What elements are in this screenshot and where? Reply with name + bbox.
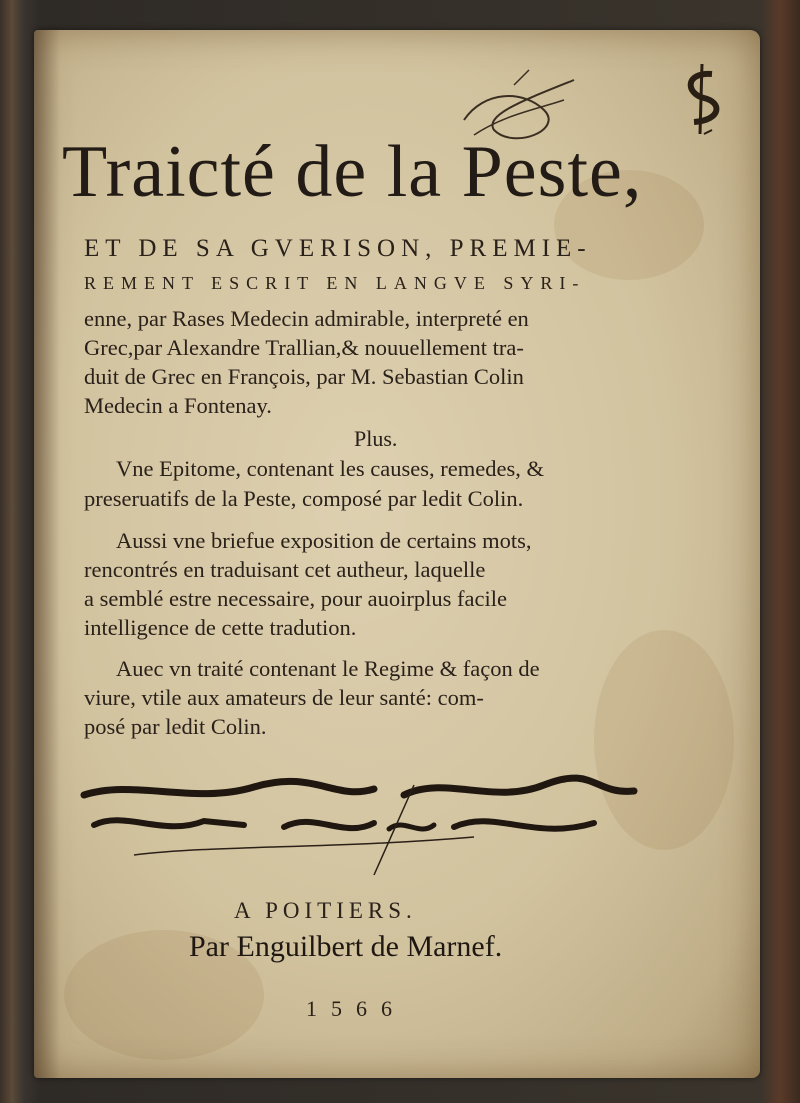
- epitome-line: preseruatifs de la Peste, composé par ledit Colin.: [84, 486, 524, 511]
- plus-heading: Plus.: [354, 426, 398, 451]
- corner-ink-mark: [664, 64, 734, 144]
- printer-name: Par Enguilbert de Marnef.: [189, 930, 503, 963]
- exposition-line: intelligence de cette tradution.: [84, 615, 357, 640]
- regime-line: posé par ledit Colin.: [84, 714, 267, 739]
- subtitle-line-1: ET DE SA GVERISON, PREMIE-: [84, 235, 592, 262]
- page-gutter-shadow: [34, 30, 60, 1078]
- exposition-line: rencontrés en traduisant cet autheur, laquelle: [84, 557, 486, 582]
- exposition-line: Aussi vne briefue exposition de certains mots,: [116, 528, 532, 553]
- description-line: duit de Grec en François, par M. Sebastian Colin: [84, 364, 524, 389]
- manuscript-ownership-inscription: [74, 765, 654, 885]
- regime-line: Auec vn traité contenant le Regime & façon de: [116, 656, 540, 681]
- imprint-city: A POITIERS.: [234, 898, 417, 923]
- description-line: enne, par Rases Medecin admirable, interpreté en: [84, 306, 529, 331]
- subtitle-line-2: REMENT ESCRIT EN LANGVE SYRI-: [84, 273, 586, 293]
- exposition-line: a semblé estre necessaire, pour auoirplus facile: [84, 586, 507, 611]
- publication-year: 1566: [306, 996, 406, 1021]
- epitome-line: Vne Epitome, contenant les causes, remedes, &: [116, 456, 544, 481]
- description-line: Grec,par Alexandre Trallian,& nouuellement tra-: [84, 335, 524, 360]
- title-page: [34, 30, 760, 1078]
- book-title: Traicté de la Peste,: [62, 131, 643, 213]
- description-line: Medecin a Fontenay.: [84, 393, 272, 418]
- regime-line: viure, vtile aux amateurs de leur santé: com-: [84, 685, 484, 710]
